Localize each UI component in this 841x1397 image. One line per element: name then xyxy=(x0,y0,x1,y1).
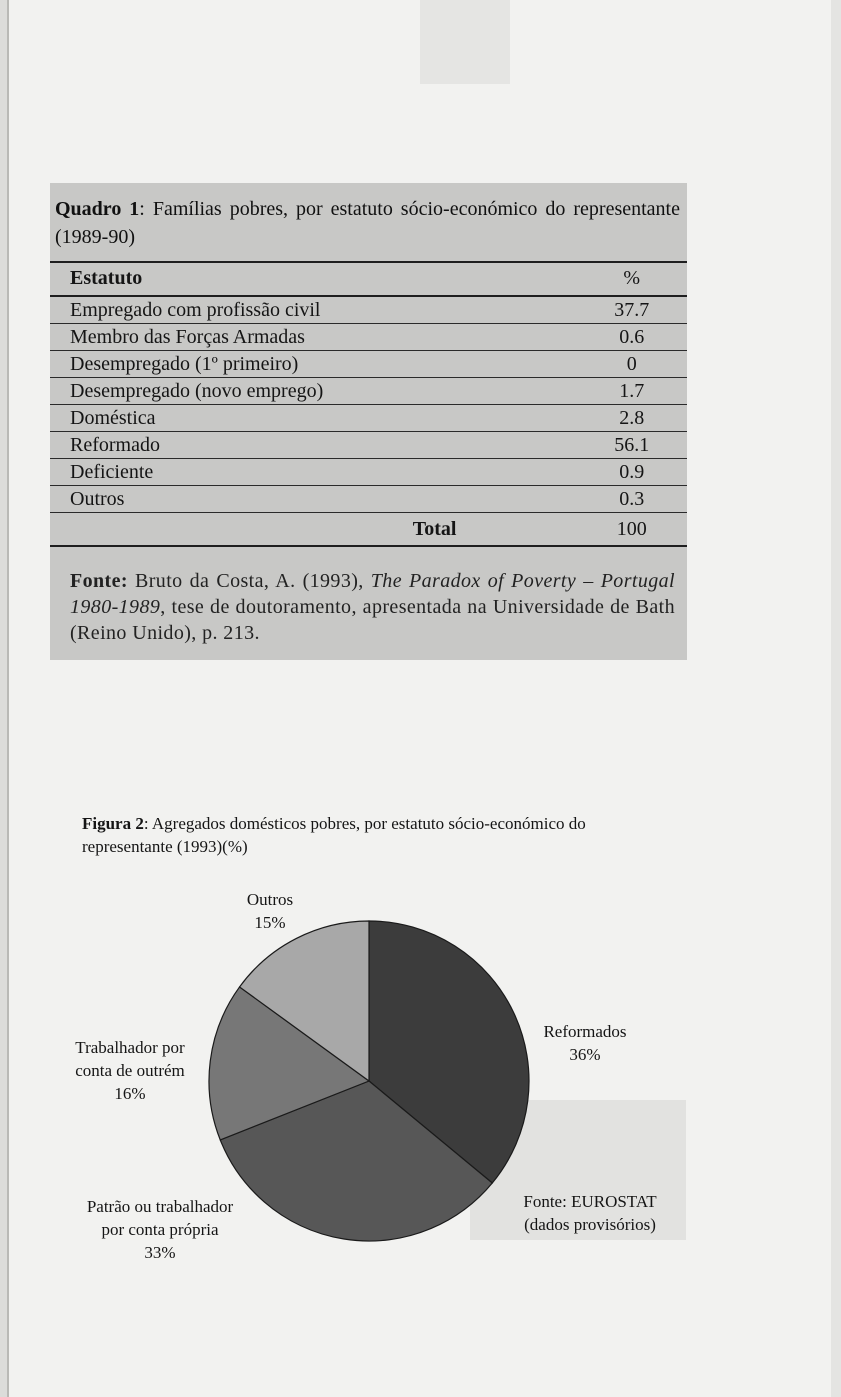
pie-label-line: 16% xyxy=(114,1084,146,1103)
pie-label-line: Patrão ou trabalhador xyxy=(86,1197,234,1216)
source-text-2: , tese de doutoramento, apresentada na Universidade de Bath (Reino Unido), p. 213. xyxy=(70,596,675,644)
source-label: Fonte: xyxy=(70,570,128,592)
pie-label-line: 33% xyxy=(144,1243,176,1262)
figura-caption-label: Figura 2 xyxy=(82,814,144,833)
row-value: 0.9 xyxy=(456,459,687,486)
pie-label-trabalhador-outrem xyxy=(55,1036,205,1105)
pie-label-line: Reformados xyxy=(543,1022,627,1041)
row-label: Empregado com profissão civil xyxy=(50,296,456,324)
row-value: 0.6 xyxy=(456,324,687,351)
pie-label-line: por conta própria xyxy=(101,1220,219,1239)
row-label: Outros xyxy=(50,486,456,513)
row-label: Reformado xyxy=(50,432,456,459)
pie-label-line: Outros xyxy=(246,890,294,909)
source-title: The Paradox of Poverty – Portugal 1980-1989 xyxy=(70,570,676,618)
quadro-caption-text: : Famílias pobres, por estatuto sócio-económico do representante (1989-90) xyxy=(55,198,680,248)
figura-caption-text: : Agregados domésticos pobres, por estatuto sócio-económico do representante (1993)(%) xyxy=(82,814,586,856)
row-label: Deficiente xyxy=(50,459,456,486)
pie-label-outros xyxy=(210,888,330,934)
row-label: Desempregado (novo emprego) xyxy=(50,378,456,405)
row-value: 1.7 xyxy=(456,378,687,405)
header-percent: % xyxy=(456,261,687,296)
quadro-caption-label: Quadro 1 xyxy=(55,198,140,220)
row-value: 2.8 xyxy=(456,405,687,432)
pie-label-patrao xyxy=(60,1195,260,1264)
pie-label-line: 15% xyxy=(254,913,286,932)
row-label: Desempregado (1º primeiro) xyxy=(50,351,456,378)
figure-source xyxy=(505,1190,675,1236)
figure-source-line-2: (dados provisórios) xyxy=(524,1215,656,1234)
row-label: Doméstica xyxy=(50,405,456,432)
pie-label-line: conta de outrém xyxy=(75,1061,185,1080)
source-text-1: Bruto da Costa, A. (1993), xyxy=(127,570,371,592)
row-value: 0.3 xyxy=(456,486,687,513)
header-estatuto: Estatuto xyxy=(50,261,456,296)
row-value: 0 xyxy=(456,351,687,378)
row-value: 56.1 xyxy=(456,432,687,459)
figure-source-line-1: Fonte: EUROSTAT xyxy=(523,1192,657,1211)
row-label: Membro das Forças Armadas xyxy=(50,324,456,351)
pie-label-line: 36% xyxy=(569,1045,601,1064)
row-value: 37.7 xyxy=(456,296,687,324)
pie-label-line: Trabalhador por xyxy=(75,1038,185,1057)
total-label: Total xyxy=(50,513,456,547)
total-value: 100 xyxy=(456,513,687,547)
pie-label-reformados xyxy=(520,1020,650,1066)
